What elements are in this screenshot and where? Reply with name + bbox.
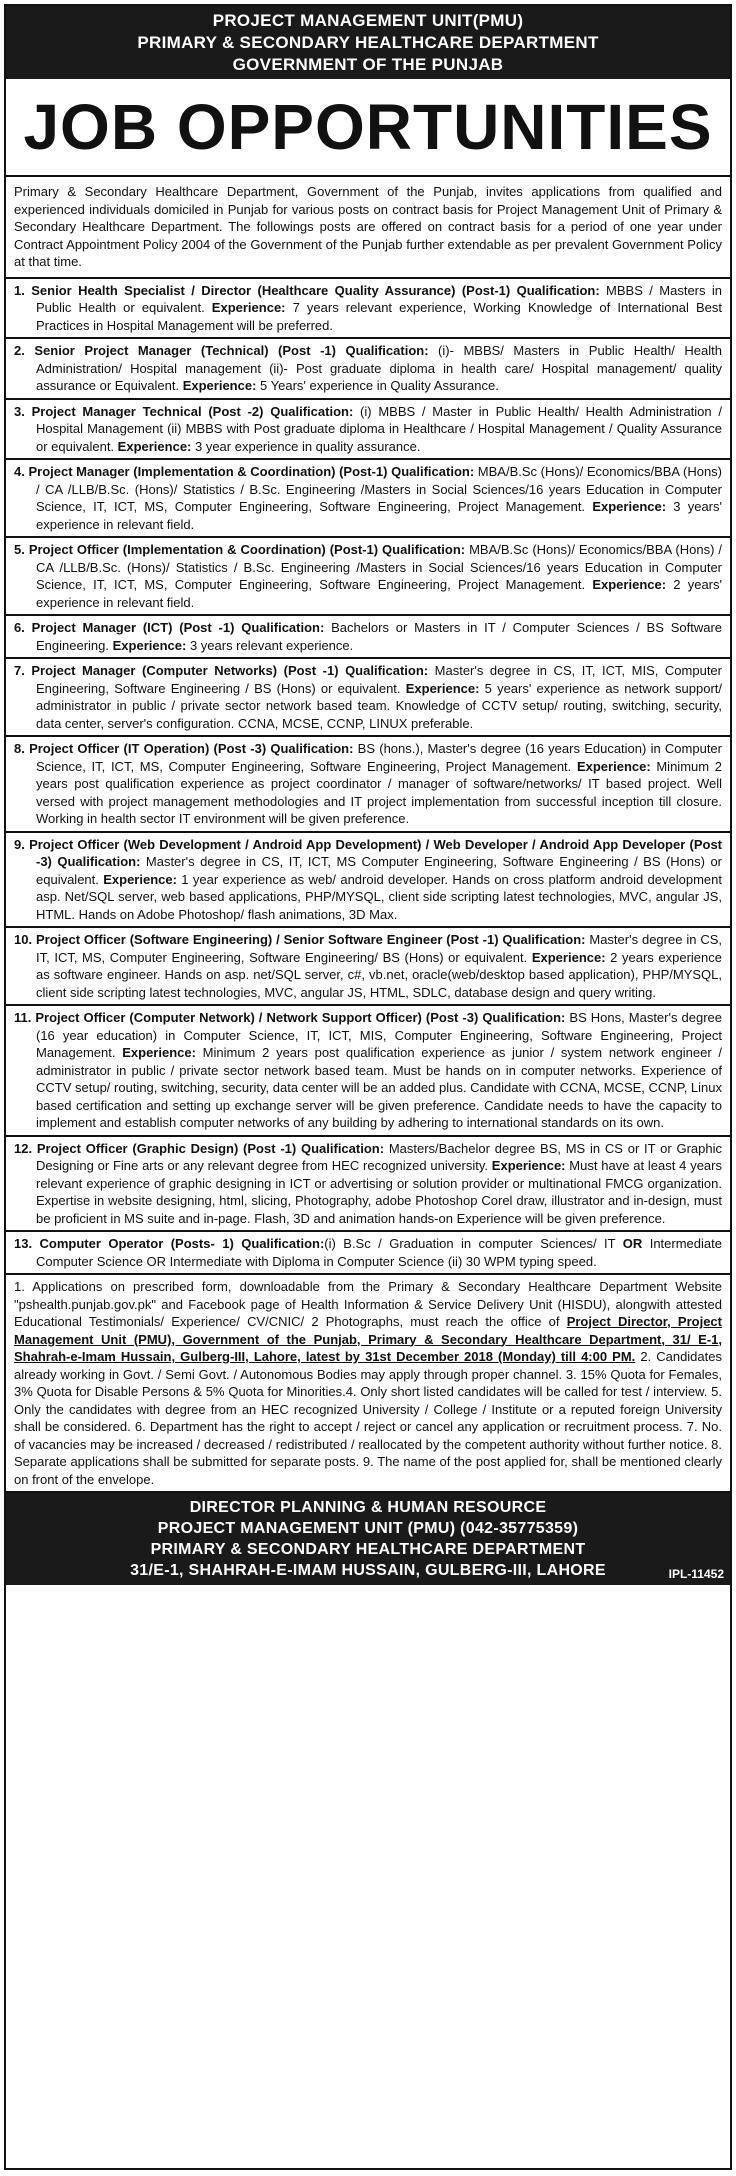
post-experience-label: Experience: (491, 1158, 566, 1173)
page-title: JOB OPPORTUNITIES (6, 79, 730, 177)
post-item (6, 737, 730, 833)
post-title: Project Officer (Graphic Design) (Post -1) Qualification: (36, 1140, 385, 1156)
header-line-2: PRIMARY & SECONDARY HEALTHCARE DEPARTMENT (137, 33, 599, 52)
reference-number: IPL-11452 (668, 1567, 724, 1581)
post-item (6, 1232, 730, 1275)
post-qualification: MBBS / Masters in Public Health or equivalent. (36, 282, 723, 315)
footer-line-4: 31/E-1, SHAHRAH-E-IMAM HUSSAIN, GULBERG-III, LAHORE (130, 1562, 606, 1579)
post-title: Project Manager (Implementation & Coordination) (Post-1) Qualification: (28, 464, 475, 479)
post-item (6, 928, 730, 1006)
footer-line-3: PRIMARY & SECONDARY HEALTHCARE DEPARTMENT (150, 1541, 586, 1558)
post-number: 11. (14, 1010, 32, 1025)
post-experience-label: Experience: (531, 949, 606, 965)
post-item (6, 659, 730, 737)
post-qualification: Masters/Bachelor degree BS, MS in CS or IT or Graphic Designing or Fine arts or any relevant degree from HEC recognized university. (36, 1140, 722, 1173)
post-experience-label: Experience: (182, 378, 257, 393)
post-experience-label: Experience: (211, 300, 286, 315)
post-experience: Must have at least 4 years relevant experience of graphic designing in ICT or advertising or solution provider or multinational FMCG organization. Expertise in website designing, html, slicing, Photography, adobe Photoshop Corel draw, illustrator and in-design, must be proficient in MS suite and in-page. Flash, 3D and animation hands-on Experience will be given preference. (36, 1158, 722, 1226)
post-experience-label: Experience: (576, 758, 651, 774)
header-line-1: PROJECT MANAGEMENT UNIT(PMU) (212, 11, 524, 30)
post-item (6, 339, 730, 400)
post-item (6, 1006, 730, 1137)
notes-part-2: 2. Candidates already working in Govt. / Semi Govt. / Autonomous Bodies may apply through proper channel. 3. 15% Quota for Females, 3% Quota for Disable Persons & 5% Quota for Minorities.4. Only short listed candidates will be called for test / interview. 5. Only the candidates with degree from an HEC recognized University / College / Institute or a reputed foreign University shall be considered. 6. Department has the right to accept / reject or cancel any application or recruitment process. 7. No. of vacancies may be increased / decreased / redistributed / reallocated by the competent authority without further notice. 8. Separate applications shall be submitted for separate posts. 9. The name of the post applied for, shall be mentioned clearly on front of the envelope. (14, 1349, 722, 1487)
post-item (6, 279, 730, 340)
post-qualification: MBA/B.Sc (Hons)/ Economics/BBA (Hons) / CA /LLB/B.Sc. (Hons)/ Statistics / B.Sc. Engineering /Masters in Social Sciences/16 years Education in Computer Science, IT, ICT, MS, Computer Engineering, Software Engineering, Project Management. (36, 464, 722, 514)
post-title: Project Officer (Implementation & Coordination) (Post-1) Qualification: (28, 542, 466, 557)
posts-list (6, 279, 730, 1276)
job-advertisement (4, 4, 732, 2170)
post-qualification: Master's degree in CS, IT, ICT, MS, Computer Engineering, Software Engineering/ BS (Hons) or equivalent. (36, 932, 722, 965)
header-banner (6, 6, 730, 79)
post-number: 2. (14, 343, 25, 358)
post-qualification: MBA/B.Sc (Hons)/ Economics/BBA (Hons) / CA /LLB/B.Sc. (Hons)/ Statistics / B.Sc. Engineering /Masters in Social Sciences/16 years Education in Computer Science, IT, ICT, MS, Computer Engineering, Software Engineering, Project Management. (36, 542, 722, 592)
post-qualification: (i)- MBBS/ Masters in Public Health/ Health Administration/ Hospital management (ii)- Post graduate diploma in health care/ Hospital management/ quality assurance or Equivalent. (36, 343, 722, 393)
post-item (6, 833, 730, 929)
notes-part-1: 1. Applications on prescribed form, downloadable from the Primary & Secondary Healthcare Department Website "pshealth.punjab.gov.pk" and Facebook page of Health Information & Service Delivery Unit (HISDU), alongwith attested Educational Testimonials/ Experience/ CV/CNIC/ 2 Photographs, must reach the office of (14, 1279, 722, 1329)
post-number: 10. (14, 932, 33, 947)
post-title: Project Manager (Computer Networks) (Post -1) Qualification: (31, 663, 429, 678)
post-qualification: Bachelors or Masters in IT / Computer Sciences / BS Software Engineering. (36, 620, 722, 653)
post-experience: Minimum 2 years post qualification experience as project coordinator / manager of software/networks/ IT based project. Well versed with project management methodologies and IT project implementation from successful inception till closure. Working in health sector IT environment will be given preference. (36, 758, 722, 826)
post-qualification: Master's degree in CS, IT, ICT, MS Computer Engineering, Software Engineering / BS (Hons) or equivalent. (36, 854, 723, 887)
post-qualification: (i) B.Sc / Graduation in computer Sciences/ IT (324, 1236, 623, 1251)
post-experience: 3 years relevant experience. (186, 637, 354, 653)
post-title: Project Officer (IT Operation) (Post -3) Qualification: (29, 741, 354, 756)
intro-paragraph: Primary & Secondary Healthcare Department, Government of the Punjab, invites applications from qualified and experienced individuals domiciled in Punjab for various posts on contract basis for Project Management Unit of Primary & Secondary Healthcare Department. The followings posts are offered on contract basis for a period of one year under Contract Appointment Policy 2004 of the Government of the Punjab further extendable as per prevalent Government Policy at that time. (6, 177, 730, 279)
post-qualification: BS Hons, Master's degree (16 year education) in Computer Science, IT, ICT, MIS, Computer Engineering, Software Engineering, Project Management. (36, 1010, 722, 1060)
post-qualification: (i) MBBS / Master in Public Health/ Health Administration / Hospital Management (ii) MBBS with Post graduate diploma in Healthcare / Hospital Management / Quality Assurance or equivalent. (36, 403, 722, 454)
footer-banner (6, 1493, 730, 1585)
notes-address: Project Director, Project Management Unit (PMU), Government of the Punjab, Primary & Secondary Healthcare Department, 31/ E-1, Shahrah-e-Imam Hussain, Gulberg-III, Lahore, latest by 31st December 2018 (Monday) till 4:00 PM. (14, 1314, 722, 1364)
post-title: Project Manager Technical (Post -2) Qualification: (31, 403, 354, 419)
post-experience-label: Experience: (122, 1045, 196, 1060)
post-experience: Minimum 2 years post qualification experience as junior / system network engineer / administrator in public / private sector network based team. Must be hands on in computer networks. Experience of CCTV setup/ routing, switching, security, data center will be an added plus. Candidate with CCNA, MCSE, CCNP, Linux based certification and setting up exchange server will be given preference. Candidate needs to have the capacity to implement and establish computer networks of any building by adhering to international standards on its own. (36, 1045, 723, 1130)
post-number: 5. (14, 542, 25, 557)
application-notes (6, 1275, 730, 1493)
post-item (6, 1137, 730, 1233)
post-experience-label: Experience: (112, 637, 187, 653)
post-qualification: BS (hons.), Master's degree (16 years Education) in Computer Science, IT, ICT, MS, Computer Engineering, Software Engineering, Project Management. (36, 741, 722, 774)
post-title: Project Officer (Software Engineering) / Senior Software Engineer (Post -1) Qualification: (35, 932, 586, 947)
post-experience-label: Experience: (117, 438, 192, 454)
header-line-3: GOVERNMENT OF THE PUNJAB (232, 55, 504, 74)
post-number: 9. (14, 836, 25, 852)
post-item (6, 400, 730, 461)
post-title: Project Officer (Computer Network) / Network Support Officer) (Post -3) Qualification: (35, 1010, 566, 1025)
post-experience: 7 years relevant experience, Working Knowledge of International Best Practices in Hospital Management will be preferred. (36, 300, 722, 333)
post-number: 3. (14, 403, 25, 419)
post-experience: 3 years' experience in relevant field. (36, 499, 722, 532)
post-experience-label: Experience: (405, 680, 480, 696)
post-number: 12. (14, 1140, 33, 1156)
post-experience: 3 year experience in quality assurance. (191, 438, 421, 454)
post-number: 6. (14, 620, 25, 635)
post-experience: 5 Years' experience in Quality Assurance. (256, 378, 499, 393)
post-number: 4. (14, 464, 25, 479)
post-experience: 2 years' experience in relevant field. (36, 577, 722, 610)
post-experience: 5 years' experience as network support/ administrator in public / private sector network based team. Knowledge of CCTV setup/ routing, switching, security, data center, server's configuration. CCNA, MCSE, CCNP, LINUX preferable. (36, 680, 722, 731)
post-number: 7. (14, 663, 25, 678)
footer-line-1: DIRECTOR PLANNING & HUMAN RESOURCE (189, 1499, 547, 1516)
post-title: Project Manager (ICT) (Post -1) Qualification: (31, 620, 325, 635)
post-item (6, 460, 730, 538)
footer-line-2: PROJECT MANAGEMENT UNIT (PMU) (042-35775359) (157, 1520, 579, 1537)
post-item (6, 616, 730, 659)
post-experience: Intermediate Computer Science OR Intermediate with Diploma in Computer Science (ii) 30 WPM typing speed. (36, 1236, 722, 1269)
post-title: Senior Project Manager (Technical) (Post -1) Qualification: (34, 343, 429, 358)
post-title: Project Officer (Web Development / Android App Development) / Web Developer / Android App Developer (Post -3) Qualification: (29, 836, 722, 869)
post-title: Senior Health Specialist / Director (Healthcare Quality Assurance) (Post-1) Qualification: (31, 282, 600, 298)
post-number: 8. (14, 741, 25, 756)
post-number: 13. (14, 1236, 33, 1251)
post-number: 1. (14, 282, 25, 298)
post-experience-label: Experience: (103, 871, 177, 887)
post-experience: 1 year experience as web/ android developer. Hands on cross platform android development asp. Net/SQL server, web based applications, PHP/MYSQL, client side scripting latest technologies, MVC, angular JS, HTML. Hands on Adobe Photoshop/ flash animations, 3D Max. (36, 871, 722, 922)
post-experience-label: Experience: (592, 577, 667, 592)
post-experience-label: Experience: (592, 499, 667, 514)
post-qualification: Master's degree in CS, IT, ICT, MIS, Computer Engineering, Software Engineering / BS (Hons) or equivalent. (36, 663, 722, 696)
post-item (6, 538, 730, 616)
post-title: Computer Operator (Posts- 1) Qualification: (39, 1236, 325, 1251)
post-experience-label: OR (622, 1236, 643, 1251)
post-experience: 2 years experience as software engineer. Hands on asp. net/SQL server, c#, vb.net, oracle(web/desktop based application), PHP/MYSQL, client side scripting latest technologies, MVC, angular JS, HTML, SDLC, database design and query writing. (36, 949, 722, 1000)
